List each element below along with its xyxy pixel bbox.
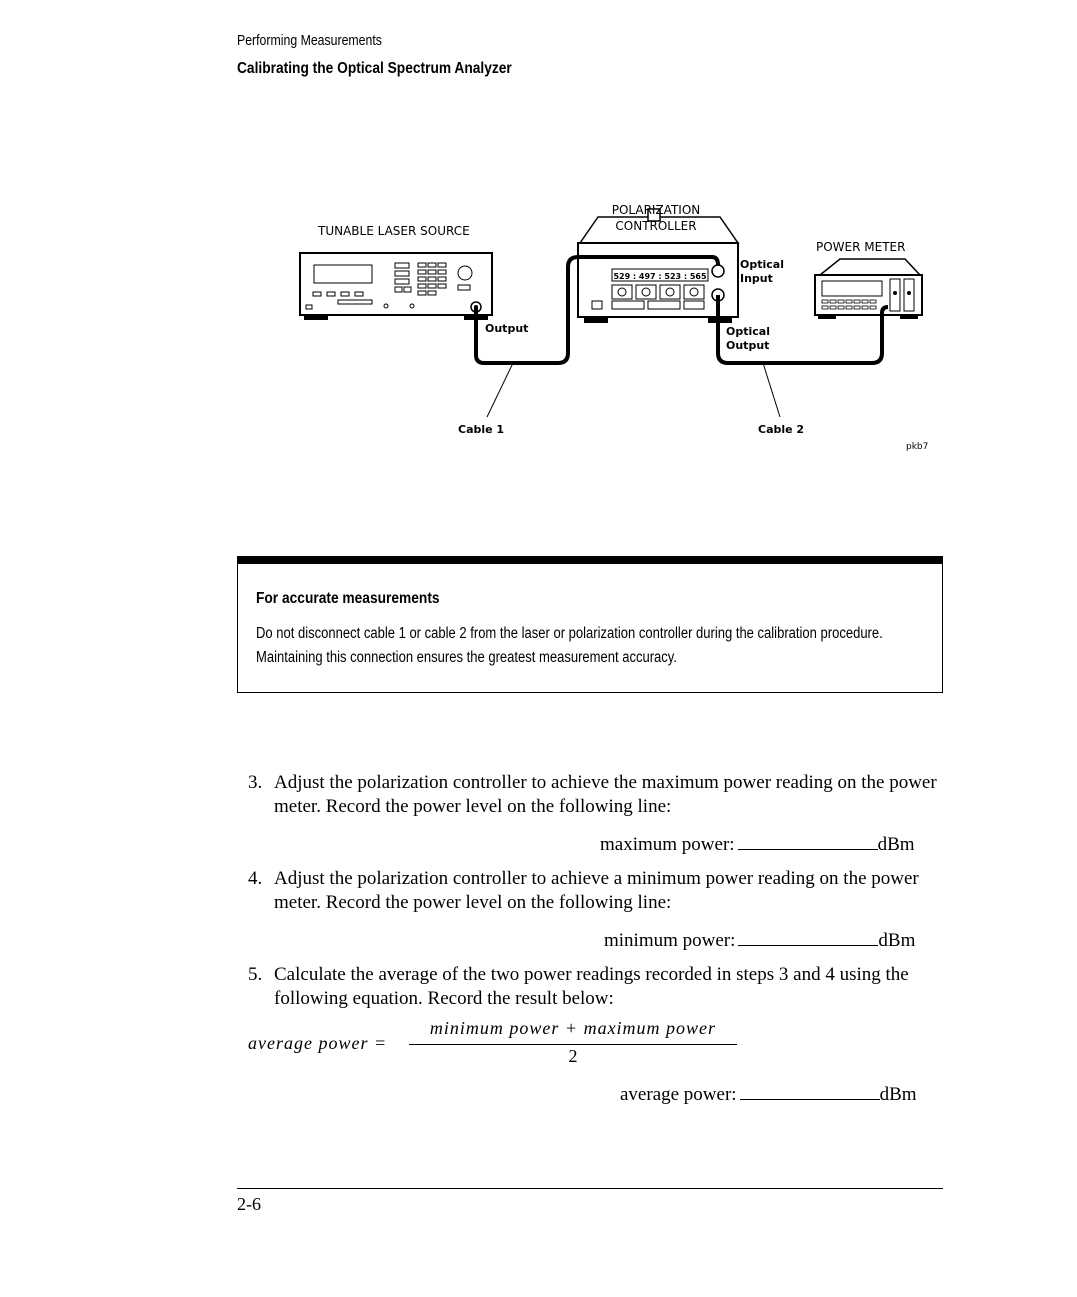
footer-rule (237, 1188, 943, 1189)
page-number: 2-6 (237, 1194, 261, 1214)
label-optical-output-l1: Optical (726, 325, 770, 338)
label-optical-input-l2: Input (740, 272, 773, 285)
equation-lhs: average power = (248, 1033, 388, 1053)
running-header-section: Performing Measurements (237, 32, 382, 49)
record-blank (738, 832, 878, 850)
record-unit: dBm (878, 930, 916, 951)
connection-diagram (280, 195, 950, 465)
note-box (237, 556, 943, 693)
tunable-laser-source (300, 253, 492, 320)
record-blank (738, 928, 878, 946)
record-line-maximum (600, 832, 915, 856)
label-output: Output (485, 322, 529, 335)
step-text: Calculate the average of the two power readings recorded in steps 3 and 4 using the following equation. Record the result below: (274, 964, 909, 1009)
equation-fraction-bar (409, 1044, 737, 1045)
label-cable-2: Cable 2 (758, 423, 805, 436)
controller-display-text: 529 : 497 : 523 : 565 (613, 272, 707, 281)
record-line-minimum (604, 928, 915, 952)
step-number: 3. (248, 772, 263, 793)
note-title: For accurate measurements (256, 590, 440, 607)
equation-denominator: 2 (568, 1046, 578, 1066)
step-number: 5. (248, 964, 263, 985)
label-cable-1: Cable 1 (458, 423, 505, 436)
record-unit: dBm (879, 1084, 917, 1105)
step-number: 4. (248, 868, 263, 889)
label-polarization-l2: CONTROLLER (615, 219, 697, 233)
running-header-title: Calibrating the Optical Spectrum Analyzer (237, 60, 512, 77)
label-laser: TUNABLE LASER SOURCE (318, 224, 470, 238)
record-unit: dBm (877, 834, 915, 855)
label-power-meter: POWER METER (816, 240, 906, 254)
figure-id: pkb7 (906, 442, 929, 452)
power-meter (815, 259, 922, 319)
record-line-average (620, 1082, 917, 1106)
record-label: maximum power: (600, 834, 735, 855)
step-text: Adjust the polarization controller to achieve a minimum power reading on the power meter. Record the power level on the following line: (274, 868, 919, 913)
step-text: Adjust the polarization controller to achieve the maximum power reading on the power meter. Record the power level on the following line: (274, 772, 937, 817)
label-polarization-l1: POLARIZATION (611, 203, 701, 217)
record-label: minimum power: (604, 930, 736, 951)
equation-numerator: minimum power + maximum power (429, 1018, 717, 1038)
record-label: average power: (620, 1084, 737, 1105)
note-body: Do not disconnect cable 1 or cable 2 from the laser or polarization controller during the calibration procedure. Maintaining this connection ensures the greatest measurement accuracy. (256, 625, 883, 666)
label-optical-output-l2: Output (726, 339, 770, 352)
record-blank (740, 1082, 880, 1100)
label-optical-input-l1: Optical (740, 258, 784, 271)
